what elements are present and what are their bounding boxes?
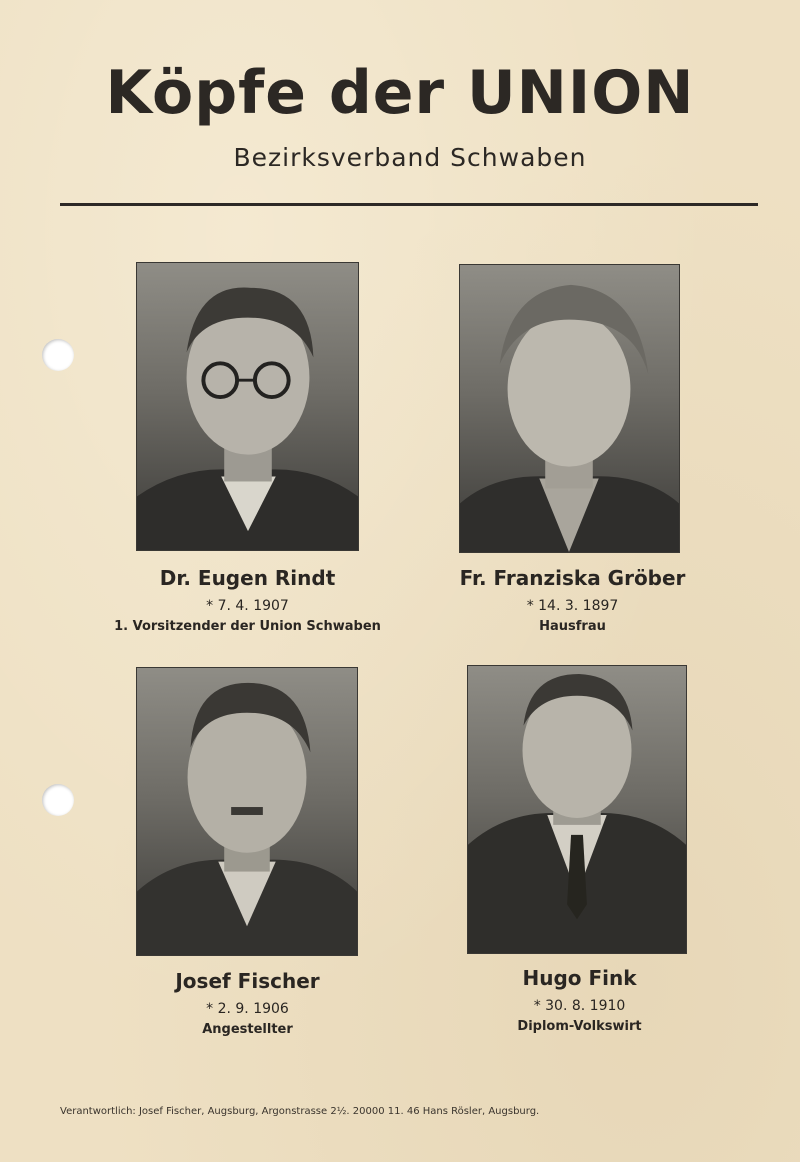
person-role: Diplom-Volkswirt bbox=[517, 1019, 642, 1034]
caption-fink bbox=[422, 965, 737, 1037]
person-birthdate: * 7. 4. 1907 bbox=[206, 598, 289, 614]
caption-fischer bbox=[90, 968, 405, 1040]
punch-hole-top bbox=[42, 339, 74, 371]
person-name: Fr. Franziska Gröber bbox=[459, 566, 686, 590]
portrait-photo-rindt bbox=[136, 262, 359, 551]
person-name: Dr. Eugen Rindt bbox=[159, 566, 336, 590]
person-birthdate: * 30. 8. 1910 bbox=[533, 998, 626, 1014]
caption-groeber bbox=[420, 565, 725, 637]
punch-hole-bottom bbox=[42, 784, 74, 816]
document-subtitle: Bezirksverband Schwaben bbox=[233, 143, 587, 172]
person-name: Josef Fischer bbox=[175, 969, 320, 993]
portrait-photo-groeber bbox=[459, 264, 680, 553]
title-divider bbox=[60, 203, 758, 206]
person-role: 1. Vorsitzender der Union Schwaben bbox=[114, 619, 381, 634]
person-name: Hugo Fink bbox=[522, 966, 637, 990]
portrait-photo-fink bbox=[467, 665, 687, 954]
portrait-photo-fischer bbox=[136, 667, 358, 956]
document-title: Köpfe der UNION bbox=[105, 58, 695, 128]
imprint-footer: Verantwortlich: Josef Fischer, Augsburg, Argonstrasse 2½. 20000 11. 46 Hans Rösler, Augsburg. bbox=[60, 1106, 540, 1117]
person-role: Angestellter bbox=[202, 1022, 293, 1037]
person-role: Hausfrau bbox=[539, 619, 606, 634]
person-birthdate: * 14. 3. 1897 bbox=[526, 598, 619, 614]
caption-rindt bbox=[90, 565, 405, 637]
person-birthdate: * 2. 9. 1906 bbox=[206, 1001, 289, 1017]
